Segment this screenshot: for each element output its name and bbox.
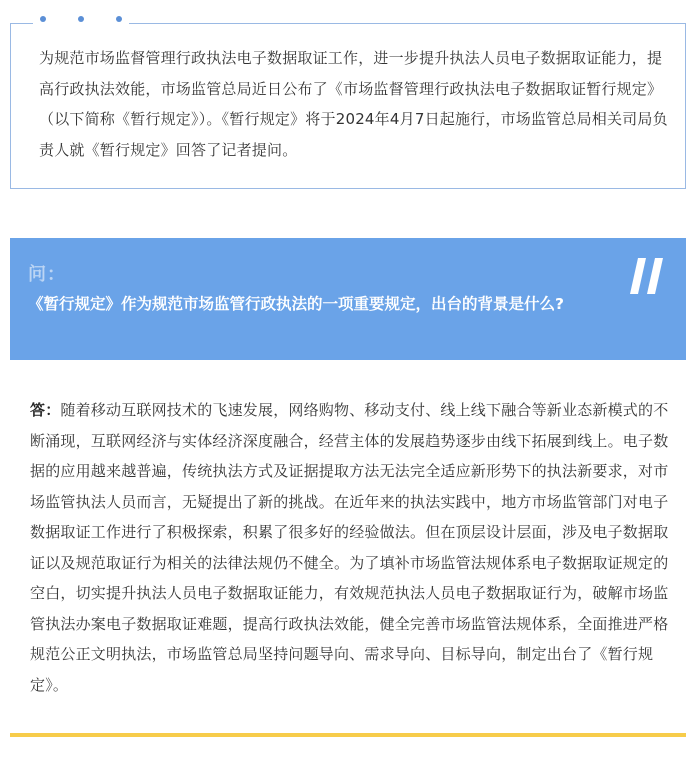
quote-icon <box>628 256 664 296</box>
question-box <box>10 238 686 360</box>
question-text: 《暂行规定》作为规范市场监管行政执法的一项重要规定，出台的背景是什么? <box>28 295 564 313</box>
bottom-divider <box>10 733 686 737</box>
dot-icon <box>116 16 122 22</box>
answer-label: 答： <box>30 401 61 419</box>
question-label: 问： <box>28 264 66 285</box>
intro-text: 为规范市场监督管理行政执法电子数据取证工作，进一步提升执法人员电子数据取证能力，提高行政执法效能，市场监管总局近日公布了《市场监督管理行政执法电子数据取证暂行规定》（以下简称《暂行规定》）。《暂行规定》将于2024年4月7日起施行，市场监管总局相关司局负责人就《暂行规定》回答了记者提问。 <box>39 49 668 159</box>
answer-paragraph <box>30 395 672 700</box>
dot-icon <box>78 16 84 22</box>
dots-decoration-icon <box>40 16 122 22</box>
answer-text: 随着移动互联网技术的飞速发展，网络购物、移动支付、线上线下融合等新业态新模式的不断涌现，互联网经济与实体经济深度融合，经营主体的发展趋势逐步由线下拓展到线上。电子数据的应用越来越普遍，传统执法方式及证据提取方法无法完全适应新形势下的执法新要求，对市场监管执法人员而言，无疑提出了新的挑战。在近年来的执法实践中，地方市场监管部门对电子数据取证工作进行了积极探索，积累了很多好的经验做法。但在顶层设计层面，涉及电子数据取证以及规范取证行为相关的法律法规仍不健全。为了填补市场监管法规体系电子数据取证规定的空白，切实提升执法人员电子数据取证能力，有效规范执法人员电子数据取证行为，破解市场监管执法办案电子数据取证难题，提高行政执法效能，健全完善市场监管法规体系，全面推进严格规范公正文明执法，市场监管总局坚持问题导向、需求导向、目标导向，制定出台了《暂行规定》。 <box>30 401 669 694</box>
intro-box <box>10 23 686 189</box>
dot-icon <box>40 16 46 22</box>
